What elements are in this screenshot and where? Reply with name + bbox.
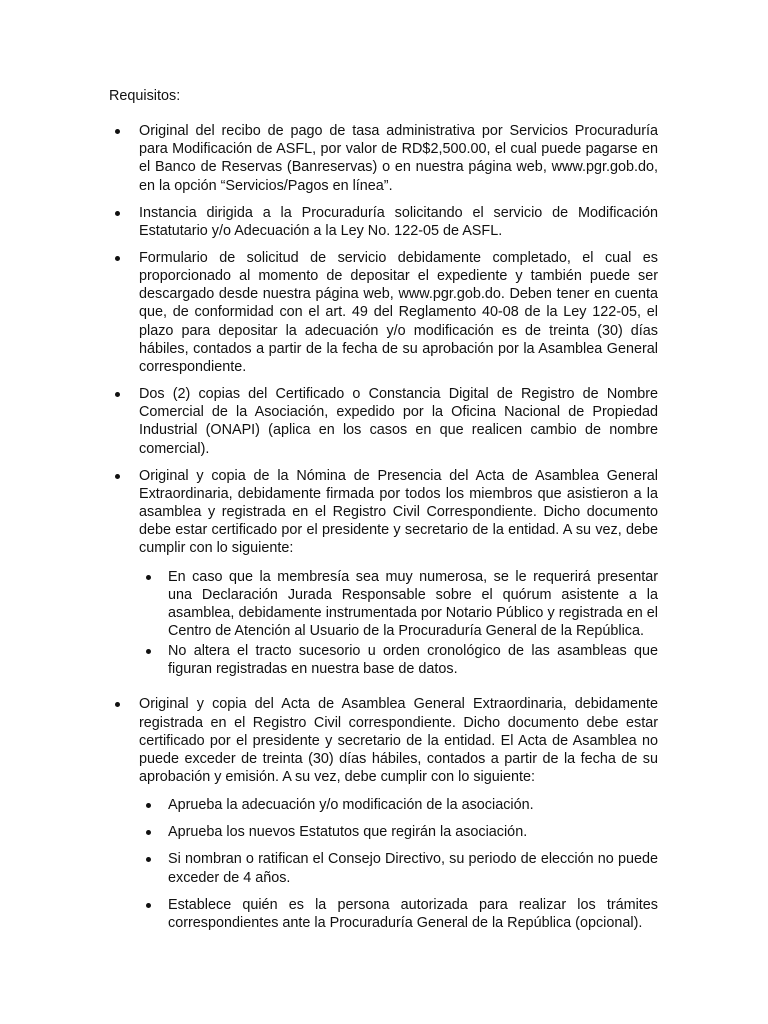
- bullet-icon: [115, 211, 120, 216]
- sub-requirement-text: Aprueba los nuevos Estatutos que regirán la asociación.: [168, 824, 528, 841]
- bullet-icon: [115, 129, 120, 134]
- bullet-icon: [115, 256, 120, 261]
- sub-requirement-item: [139, 823, 658, 841]
- sub-requirement-item: [139, 796, 658, 814]
- sub-requirement-text: Aprueba la adecuación y/o modificación de la asociación.: [168, 797, 534, 814]
- sub-requirement-item: [139, 850, 658, 886]
- requirement-text: Original y copia del Acta de Asamblea General Extraordinaria, debidamente registrada en el Registro Civil correspondiente. Dicho documento debe estar certificado por el presidente y secretario de la entidad. El Acta de Asamblea no puede exceder de treinta (30) días hábiles, contados a partir de la fecha de su aprobación y emisión. A su vez, debe cumplir con lo siguiente:: [139, 696, 658, 786]
- sub-requirement-text: No altera el tracto sucesorio u orden cronológico de las asambleas que figuran registradas en nuestra base de datos.: [168, 642, 658, 678]
- bullet-icon: [115, 702, 120, 707]
- sub-requirements-list: [139, 568, 658, 679]
- sub-requirement-item: [139, 568, 658, 641]
- requirement-assembly-minutes: [0, 695, 658, 932]
- requirements-heading: Requisitos:: [109, 88, 181, 104]
- requirement-text: Original y copia de la Nómina de Presencia del Acta de Asamblea General Extraordinaria, debidamente firmada por todos los miembros que asistieron a la asamblea y registrada en el Registro Civil Correspondiente. Dicho documento debe estar certificado por el presidente y secretario de la entidad. A su vez, debe cumplir con lo siguiente:: [139, 467, 658, 557]
- bullet-icon: [146, 857, 151, 862]
- requirement-text: Formulario de solicitud de servicio debidamente completado, el cual es proporcionado al momento de depositar el expediente y también puede ser descargado desde nuestra página web, www.pgr.gob.do. Deben tener en cuenta que, de conformidad con el art. 49 del Reglamento 40-08 de la Ley 122-05, el plazo para depositar la adecuación y/o modificación es de treinta (30) días hábiles, contados a partir de la fecha de su aprobación por la Asamblea General correspondiente.: [139, 249, 658, 376]
- requirement-text: Original del recibo de pago de tasa administrativa por Servicios Procuraduría para Modificación de ASFL, por valor de RD$2,500.00, el cual puede pagarse en el Banco de Reservas (Banreservas) o en nuestra página web, www.pgr.gob.do, en la opción “Servicios/Pagos en línea”.: [139, 123, 658, 194]
- sub-requirement-text: Establece quién es la persona autorizada para realizar los trámites correspondientes ante la Procuraduría General de la República (opcional).: [168, 896, 658, 931]
- sub-requirement-text: Si nombran o ratifican el Consejo Directivo, su periodo de elección no puede exceder de 4 años.: [168, 851, 658, 886]
- sub-requirement-item: [139, 642, 658, 678]
- bullet-icon: [146, 575, 151, 580]
- requirement-attendance-roster: [0, 467, 658, 679]
- requirement-payment-receipt: [0, 122, 658, 195]
- sub-requirement-text: En caso que la membresía sea muy numerosa, se le requerirá presentar una Declaración Jurada Responsable sobre el quórum asistente a la asamblea, debidamente instrumentada por Notario Público y registrada en el Centro de Atención al Usuario de la Procuraduría General de la República.: [168, 568, 658, 640]
- bullet-icon: [115, 474, 120, 479]
- bullet-icon: [146, 803, 151, 808]
- sub-requirements-list: [139, 796, 658, 932]
- bullet-icon: [146, 830, 151, 835]
- requirement-request-letter: [0, 204, 658, 240]
- requirement-text: Dos (2) copias del Certificado o Constancia Digital de Registro de Nombre Comercial de la Asociación, expedido por la Oficina Nacional de Propiedad Industrial (ONAPI) (aplica en los casos en que realicen cambio de nombre comercial).: [139, 386, 658, 457]
- bullet-icon: [115, 392, 120, 397]
- bullet-icon: [146, 649, 151, 654]
- requirement-text: Instancia dirigida a la Procuraduría solicitando el servicio de Modificación Estatutario y/o Adecuación a la Ley No. 122-05 de ASFL.: [139, 204, 658, 239]
- sub-requirement-item: [139, 896, 658, 932]
- requirement-trade-name-certificate: [0, 385, 658, 458]
- bullet-icon: [146, 903, 151, 908]
- requirements-list: [0, 122, 768, 941]
- requirement-service-form: [0, 249, 658, 376]
